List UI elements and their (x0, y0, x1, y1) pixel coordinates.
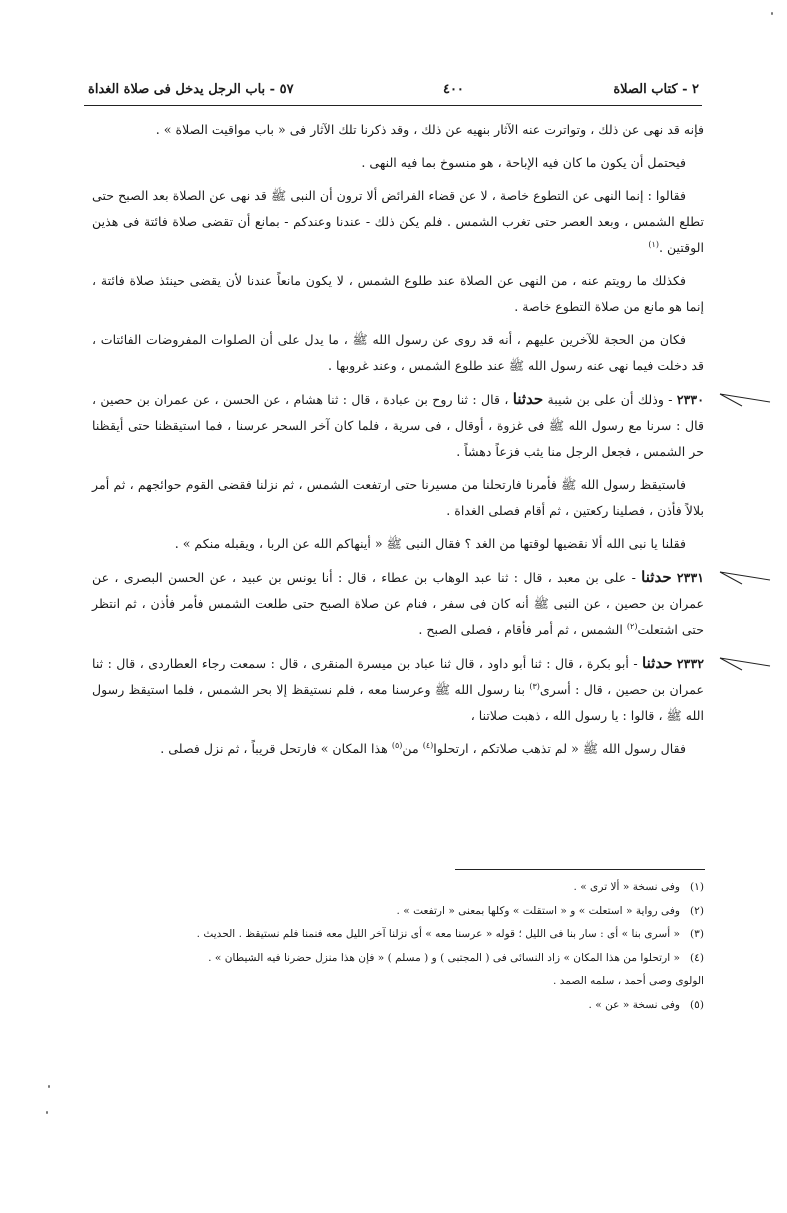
footnote (92, 947, 704, 971)
hadith-2332 (92, 650, 704, 762)
footnote-ref: (٣) (529, 681, 540, 691)
paragraph (92, 183, 704, 261)
footnote-number: (٤) (690, 951, 704, 964)
footnote-text: وفى نسخة « عن » . (588, 998, 681, 1011)
hadith-2331 (92, 564, 704, 643)
hadith-text: هذا المكان » فارتحل قريباً ، ثم نزل فصلى . (160, 741, 388, 756)
footnote-text: وفى نسخة « ألا ترى » . (573, 881, 681, 893)
margin-bracket-icon (712, 390, 770, 408)
hadith-paragraph (92, 650, 704, 729)
hadith-text: فقال رسول الله ﷺ « لم تذهب صلاتكم ، ارتحلوا (433, 741, 686, 756)
hadith-text: ، قال : ثنا روح بن عبادة ، قال : ثنا هشام ، عن الحسن ، عن عمران بن حصين ، قال : سرنا مع رسول الله ﷺ فى غزوة ، أوقال ، فى سرية ، فلما كان آخر السحر عرسنا ، فما استيقظنا حتى أيقظنا حر الشمس ، فجعل الرجل منا يثب فزعاً دهشاً . (92, 392, 704, 459)
paragraph: فيحتمل أن يكون ما كان فيه الإباحة ، هو منسوخ بما فيه النهى . (361, 155, 686, 170)
footnote (92, 876, 704, 900)
footnote (92, 923, 704, 947)
footnote-rule (455, 869, 705, 870)
hadith-number: ٢٣٣٠ (676, 392, 704, 407)
running-header (88, 76, 699, 102)
paragraph: فإنه قد نهى عن ذلك ، وتواترت عنه الآثار بنهيه عن ذلك ، وقد ذكرنا تلك الآثار فى « باب مواقيت الصلاة » . (155, 122, 704, 137)
footnote-number: (٢) (690, 904, 704, 917)
header-section-title: ٥٧ - باب الرجل يدخل فى صلاة الغداة (88, 81, 294, 97)
footnote-text: « أسرى بنا » أى : سار بنا فى الليل ؛ قوله « عرسنا معه » أى نزلنا آخر الليل معه فنمنا فلم نستيقظ . الحديث . (196, 928, 681, 940)
hadith-keyword: حدثنا (642, 654, 673, 672)
hadith-text: الشمس ، ثم أمر فأقام ، فصلى الصبح . (418, 622, 623, 637)
hadith-keyword: حدثنا (512, 390, 544, 408)
footnote-ref: (٤) (422, 740, 434, 750)
footnote-text: الولوى وصى أحمد ، سلمه الصمد . (553, 975, 704, 987)
footnote-ref: (٥) (391, 740, 403, 750)
hadith-paragraph (92, 386, 704, 465)
footnote (92, 900, 704, 924)
footnotes (92, 876, 704, 1017)
page-number: ٤٠٠ (442, 81, 464, 97)
hadith-text: من (402, 741, 419, 756)
hadith-number: ٢٣٣١ (676, 570, 704, 585)
scan-speck (771, 12, 773, 15)
scan-speck (46, 1111, 48, 1114)
paragraph-text: فقالوا : إنما النهى عن التطوع خاصة ، لا عن قضاء الفرائض ألا ترون أن النبى ﷺ قد نهى عن الصلاة بعد الصبح حتى تطلع الشمس ، وبعد العصر حتى تغرب الشمس . فلم يكن ذلك - عندنا وعندكم - بمانع أن تقضى صلاة فائتة فى هذين الوقتين . (92, 188, 704, 255)
hadith-text: - وذلك أن على بن شيبة (547, 392, 673, 407)
footnote-number: (٥) (690, 998, 704, 1011)
hadith-paragraph (92, 564, 704, 643)
paragraph: فكذلك ما رويتم عنه ، من النهى عن الصلاة عند طلوع الشمس ، لا يكون مانعاً عندنا لأن يقضى حينئذ صلاة فائتة ، إنما هو مانع من صلاة التطوع خاصة . (92, 273, 704, 314)
hadith-text: - على بن معبد ، قال : ثنا عبد الوهاب بن عطاء ، قال : أنا يونس بن عبيد ، عن الحسن البصرى ، عن عمران بن حصين ، عن النبى ﷺ أنه كان فى سفر ، فنام عن صلاة الصبح حتى طلعت الشمس فأمر فأذن ، ثم انتظر حتى اشتعلت (92, 570, 704, 637)
footnote-number: (٣) (690, 928, 704, 940)
paragraph: فكان من الحجة للآخرين عليهم ، أنه قد روى عن رسول الله ﷺ ، ما يدل على أن الصلوات المفروضات الفائتات ، قد دخلت فيما نهى عنه رسول الله ﷺ عند طلوع الشمس ، وعند غروبها . (92, 332, 704, 373)
footnote-text: « ارتحلوا من هذا المكان » زاد النسائى فى ( المجتبى ) و ( مسلم ) « فإن هذا منزل حضرنا فيه الشيطان » . (208, 951, 681, 964)
hadith-paragraph (92, 736, 704, 762)
hadith-keyword: حدثنا (641, 568, 672, 586)
margin-bracket-icon (712, 568, 770, 586)
footnote (92, 994, 704, 1018)
header-chapter-title: ٢ - كتاب الصلاة (613, 81, 699, 97)
margin-bracket-icon (712, 654, 770, 672)
main-text (92, 117, 704, 769)
hadith-2330 (92, 386, 704, 557)
footnote-text: وفى رواية « استعلت » و « استقلت » وكلها بمعنى « ارتفعت » . (396, 904, 681, 917)
header-rule (84, 105, 702, 106)
hadith-number: ٢٣٣٢ (676, 656, 704, 671)
hadith-text: - أبو بكرة ، قال : ثنا أبو داود ، قال ثنا عباد بن ميسرة المنقرى ، قال : سمعت رجاء العطاردى ، قال : ثنا عمران بن حصين ، قال : أسرى (92, 656, 704, 697)
footnote (92, 970, 704, 994)
scan-speck (48, 1085, 50, 1088)
footnote-ref: (١) (648, 239, 659, 249)
hadith-paragraph: فاستيقظ رسول الله ﷺ فأمرنا فارتحلنا من مسيرنا حتى ارتفعت الشمس ، ثم نزلنا فقضى القوم حوائجهم ، ثم أمر بلالاً فأذن ، فصلينا ركعتين ، ثم أقام فصلى الغداة . (92, 477, 704, 518)
footnote-ref: (٢) (626, 621, 638, 631)
hadith-text: بنا رسول الله ﷺ وعرسنا معه ، فلم نستيقظ إلا بحر الشمس ، فلما استيقظ رسول الله ﷺ ، قالوا : يا رسول الله ، ذهبت صلاتنا ، (92, 682, 704, 723)
footnote-number: (١) (690, 881, 704, 893)
hadith-paragraph: فقلنا يا نبى الله ألا نقضيها لوقتها من الغد ؟ فقال النبى ﷺ « أينهاكم الله عن الربا ، ويقبله منكم » . (174, 536, 686, 551)
